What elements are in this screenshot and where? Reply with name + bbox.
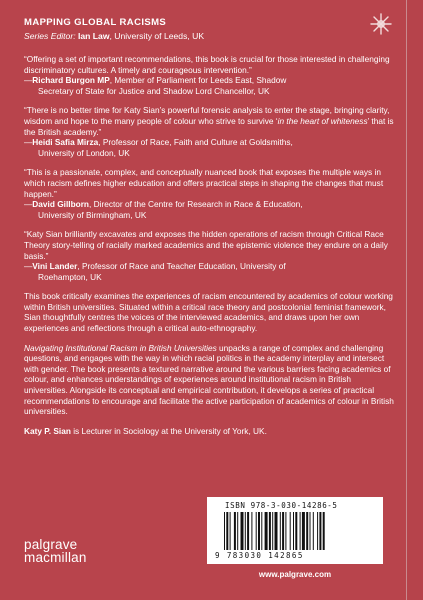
endorsement-quote (24, 105, 396, 158)
isbn-label: ISBN 978-3-030-14286-5 (225, 501, 338, 510)
author-bio (24, 426, 396, 437)
quote-attribution: —Richard Burgon MP, Member of Parliament for Leeds East, Shadow (24, 75, 287, 86)
publisher-name-line2: macmillan (24, 550, 87, 565)
springer-nature-compass-icon (368, 11, 394, 37)
series-title: MAPPING GLOBAL RACISMS (24, 17, 167, 28)
publisher-url: www.palgrave.com (258, 570, 332, 579)
series-editor-label: Series Editor: (24, 31, 76, 41)
quote-text (24, 105, 396, 137)
spine-edge (406, 0, 423, 600)
quote-attribution: —David Gillborn, Director of the Centre for Research in Race & Education, (24, 199, 303, 210)
description-paragraph: This book critically examines the experiences of racism encountered by academics of colour working within British universities. Situated within a critical race theory and postcolonial feminist framework, Sian thoughtfully centres the voices of the interviewed academics, and draws upon her own experiences and reflections through a critical auto-ethnography. (24, 291, 393, 334)
quote-role: , Member of Parliament for Leeds East, Shadow (109, 75, 287, 86)
quote-author: Richard Burgon MP (32, 75, 110, 86)
quote-author: David Gillborn (32, 199, 89, 210)
series-editor (24, 31, 204, 41)
quote-text: “This is a passionate, complex, and conceptually nuanced book that exposes the multiple ways in which racism defines higher education and offers practical steps in shaping the changes that must happen.” (24, 167, 384, 199)
endorsement-quote (24, 167, 396, 220)
quote-attribution: —Vini Lander, Professor of Race and Teacher Education, University of (24, 261, 286, 272)
back-cover-text (24, 54, 396, 445)
description-text: unpacks a range of complex and challenging questions, and engages with the way in which racial politics in the academy interplay and intersect with gender. The book presents a textured narrative around the various barriers facing academics of colour, and enhances understandings of experiences around institutional racism in British universities. Alongside its conceptual and empirical contribution, it develops a series of practical recommendations to encourage and facilitate the active participation of academics of colour in British universities. (24, 342, 394, 417)
endorsement-quote (24, 54, 396, 96)
publisher-logo (24, 538, 87, 564)
quote-role-continued: Roehampton, UK (38, 271, 102, 282)
book-title-reference: Navigating Institutional Racism in British Universities (24, 342, 217, 353)
quote-role: , Director of the Centre for Research in Race & Education, (89, 199, 303, 210)
description-paragraph (24, 343, 396, 417)
barcode-number: 9 783030 142865 (215, 551, 304, 560)
quote-role-continued: University of London, UK (38, 147, 130, 158)
quote-text: “Offering a set of important recommendations, this book is crucial for those interested in challenging discriminatory cultures. A timely and courageous intervention.” (24, 54, 390, 75)
endorsement-quote (24, 229, 396, 282)
barcode-graphic (224, 512, 366, 550)
quote-text-italic: in the heart of whiteness (277, 115, 368, 126)
author-name: Katy P. Sian (24, 425, 71, 436)
quote-role-continued: Secretary of State for Justice and Shadow Lord Chancellor, UK (38, 85, 270, 96)
quote-author: Heidi Safia Mirza (32, 137, 99, 148)
publisher-name-line1: palgrave (24, 537, 78, 552)
quote-role: , Professor of Race and Teacher Education, University of (77, 261, 286, 272)
quote-text-part: ’ that is the British academy.” (24, 115, 394, 137)
author-bio-text: is Lecturer in Sociology at the University of York, UK. (70, 425, 267, 436)
quote-role: , Professor of Race, Faith and Culture at Goldsmiths, (98, 137, 293, 148)
series-editor-affiliation: , University of Leeds, UK (109, 31, 205, 41)
quote-text-part: “There is no better time for Katy Sian’s powerful forensic analysis to enter the stage, bringing clarity, wisdom and hope to the many people of colour who strive to survive ‘ (24, 105, 390, 126)
isbn-barcode-box (207, 497, 383, 564)
quote-text: “Katy Sian brilliantly excavates and exposes the hidden operations of racism through Critical Race Theory story-telling of racially marked academics and the epistemic violence they endure on a daily basis.” (24, 229, 388, 261)
quote-attribution: —Heidi Safia Mirza, Professor of Race, Faith and Culture at Goldsmiths, (24, 137, 293, 148)
quote-role-continued: University of Birmingham, UK (38, 209, 147, 220)
quote-author: Vini Lander (32, 261, 78, 272)
series-editor-name: Ian Law (77, 31, 110, 41)
